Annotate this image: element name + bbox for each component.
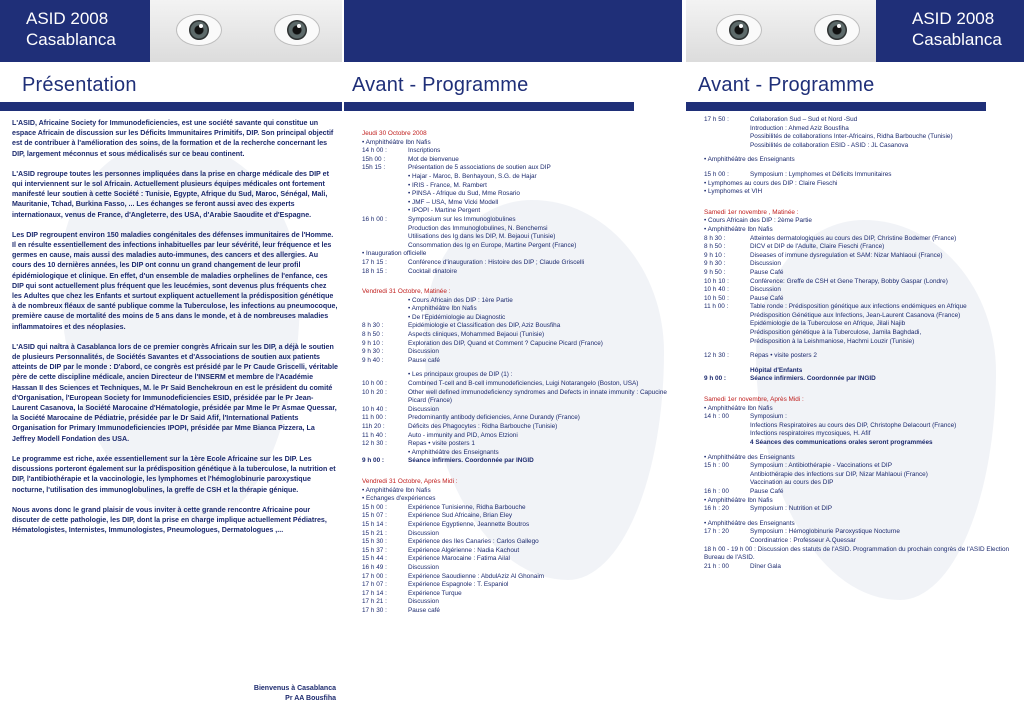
schedule-row [362, 156, 680, 165]
day-heading: Vendredi 31 Octobre, Après Midi : [362, 477, 458, 485]
schedule-row [704, 312, 1022, 321]
presentation-column [0, 0, 342, 711]
schedule-item: Pause café [408, 606, 440, 614]
schedule-time [704, 125, 750, 134]
schedule-time [704, 329, 750, 338]
schedule-time: 15 h 37 : [362, 546, 387, 554]
session-heading: • Amphithéâtre des Enseignants [704, 519, 795, 527]
schedule-item: Table ronde : Prédisposition génétique aux infections endémiques en Afrique [750, 303, 967, 311]
top-banner [344, 0, 682, 62]
programme-list [704, 116, 1022, 571]
schedule-item: Cocktail dinatoire [408, 267, 458, 275]
schedule-time [362, 207, 408, 216]
schedule-item: Présentation de 5 associations de soutien aux DIP [408, 164, 551, 172]
schedule-row [704, 142, 1022, 151]
schedule-time: 8 h 30 : [704, 234, 726, 242]
schedule-time: 8 h 50 : [704, 243, 726, 251]
schedule-item: • Hajar - Maroc, B. Benhayoun, S.G. de Hajar [408, 172, 537, 180]
schedule-time [362, 305, 408, 314]
schedule-item: Discussion [408, 529, 439, 537]
schedule-item: Other well defined immunodeficiency syndromes and Defects in innate immunity : Capucine Picard (France) [408, 388, 667, 405]
schedule-time: 14 h : 00 [704, 413, 729, 421]
schedule-row [362, 225, 680, 234]
schedule-time [704, 367, 750, 376]
day-heading: Vendredi 31 Octobre, Matinée : [362, 288, 451, 296]
schedule-time: 10 h 20 : [362, 388, 387, 396]
schedule-row [362, 371, 680, 380]
schedule-row [704, 269, 1022, 278]
paragraph: Le programme est riche, axée essentiellement sur la 1ère Ecole Africaine sur les DIP. Les discussions porteront également sur la prédisposition génétique à la tuberculose, la nutrition et DIP, l'antibiothérapie et la vaccinologie, les lymphomes et l'hémoglobinurie paroxystique nocturne, l'utilisation des immunoglobulines, la greffe de CSH et la thérapie génique. [12, 454, 336, 494]
schedule-row [704, 252, 1022, 261]
session-heading: • Echanges d'expériences [362, 495, 436, 503]
schedule-time [362, 314, 408, 323]
brand-logo [26, 8, 116, 50]
schedule-time: 15 h 44 : [362, 555, 387, 563]
session-heading: • Inauguration officielle [362, 250, 427, 258]
schedule-time: 11 h 40 : [362, 431, 387, 439]
schedule-item: Dîner Gala [750, 562, 781, 570]
schedule-item: Production des Immunoglobulines, N. Benchemsi [408, 224, 548, 232]
schedule-row [362, 555, 680, 564]
session-heading: • Cours Africain des DIP : 2ème Partie [704, 217, 812, 225]
schedule-time: 15 h 00 : [362, 503, 387, 511]
schedule-time: 15h 15 : [362, 164, 386, 172]
schedule-time: 15 h 07 : [362, 512, 387, 520]
schedule-item: Mot de bienvenue [408, 155, 459, 163]
schedule-time [362, 449, 408, 458]
schedule-item: Symposium : Antibiothérapie - Vaccinations et DIP [750, 462, 892, 470]
schedule-row [362, 216, 680, 225]
schedule-item: Expérience Turque [408, 589, 462, 597]
spacer [704, 384, 1022, 390]
schedule-time: 17 h 21 : [362, 598, 387, 606]
schedule-row [362, 173, 680, 182]
schedule-time [704, 537, 750, 546]
day-heading: Jeudi 30 Octobre 2008 [362, 130, 427, 137]
schedule-time [362, 297, 408, 306]
eyes-photo [686, 0, 876, 62]
banner-fill [344, 0, 682, 62]
schedule-row [362, 380, 680, 389]
brand-line2: Casablanca [912, 30, 1002, 49]
schedule-row [362, 297, 680, 306]
schedule-item: Symposium : Hémoglobinurie Paroxystique Nocturne [750, 528, 900, 536]
paragraph: Les DIP regroupent environ 150 maladies congénitales des défenses immunitaires de l'Homme. Il en résulte essentiellement des infections inhabituelles par leur sévérité, leur fréquence et les germes en cause, mais aussi des maladies auto-immunes, des cancers et des allergies. Au cours des 10 dernières années, les DIP ont connu un grand changement de leur profil épidémiologique et clinique. En effet, d'un ensemble de maladies orphelines de l'enfance, ces DIP qui sont actuellement plus fréquent que les leucémies, sont devenus plus fréquents chez les Adultes que chez les Enfants et surtout expliquent actuellement la prédisposition génétique à de nombreux fléaux de santé publique comme la Tuberculose, les infections au pneumocoque, première cause de mortalité des moins de 5 ans dans le monde, et à de nombreuses maladies inflammatoires et des néoplasies. [12, 230, 338, 331]
session-heading: • Amphithéâtre Ibn Nafis [704, 225, 773, 233]
schedule-time [704, 312, 750, 321]
schedule-item: Epidémiologie et Classification des DIP, Aziz Bousfiha [408, 322, 561, 330]
schedule-row [362, 340, 680, 349]
schedule-time [362, 242, 408, 251]
spacer [362, 276, 680, 282]
schedule-item: Prédisposition à la Leishmaniose, Hachmi Louzir (Tunisie) [750, 337, 915, 345]
schedule-time: 15 h 30 : [362, 538, 387, 546]
schedule-time [362, 173, 408, 182]
schedule-item: Consommation des Ig en Europe, Martine Pergent (France) [408, 241, 577, 249]
paragraph: Nous avons donc le grand plaisir de vous inviter à cette grande rencontre Africaine pour discuter de cette pathologie, les DIP, dont la prise en charge implique actuellement Pédiatres, Hématologistes, Internistes, Immunologistes, Pneumologues, Dermatologues ,... [12, 505, 327, 535]
schedule-item: Séance infirmiers. Coordonnée par INGID [408, 457, 534, 465]
schedule-time: 17 h 30 : [362, 606, 387, 614]
schedule-row [362, 607, 680, 616]
schedule-item: Utilisations des Ig dans les DIP, M. Bejaoui (Tunisie) [408, 233, 556, 241]
session-heading: • Amphithéâtre Ibn Nafis [704, 496, 773, 504]
schedule-row [362, 164, 680, 173]
schedule-row [362, 199, 680, 208]
schedule-time [704, 142, 750, 151]
schedule-item: • IRIS - France, M. Rambert [408, 181, 487, 189]
schedule-time [362, 199, 408, 208]
spacer [362, 466, 680, 472]
page-title: Avant - Programme [698, 74, 875, 96]
schedule-row [704, 278, 1022, 287]
schedule-item: Déficits des Phagocytes : Ridha Barbouche (Tunisie) [408, 423, 558, 430]
left-eye-icon [716, 14, 762, 46]
schedule-row [704, 563, 1022, 572]
page-title: Avant - Programme [352, 74, 529, 96]
schedule-item: Expérience Espagnole : T. Espaniol [408, 581, 509, 589]
schedule-item: Discussion [408, 405, 439, 413]
schedule-row [362, 268, 680, 277]
schedule-item: Combined T-cell and B-cell immunodeficiencies, Luigi Notarangelo (Boston, USA) [408, 380, 639, 388]
schedule-item: • De l'Epidémiologie au Diagnostic [408, 313, 506, 321]
schedule-row [362, 357, 680, 366]
schedule-item: Repas • visite posters 2 [750, 352, 817, 360]
eyes-photo [150, 0, 342, 62]
schedule-row [704, 295, 1022, 304]
right-eye-icon [274, 14, 320, 46]
schedule-item: Discussion [408, 563, 439, 571]
schedule-time: 16 h 00 : [362, 215, 387, 223]
schedule-item: • Amphithéâtre des Enseignants [408, 448, 499, 456]
schedule-row [704, 479, 1022, 488]
schedule-row [704, 413, 1022, 422]
programme-column-2 [686, 0, 1024, 711]
schedule-row [704, 338, 1022, 347]
schedule-row [362, 440, 680, 449]
schedule-row [362, 538, 680, 547]
paragraph: L'ASID, Africaine Society for Immunodeficiencies, est une société savante qui constitue un espace Africain de discussion sur les Déficits Immunitaires Primitifs, DIP. Son principal objectif est de contribuer à l'amélioration des soins, de la formation et de la recherche concernant les DIP, largement méconnus et sous médicalisés sur ce beau continent. [12, 119, 334, 158]
schedule-time: 16 h : 20 [704, 505, 729, 513]
schedule-row [704, 505, 1022, 514]
schedule-time [362, 371, 408, 380]
schedule-item: Introduction : Ahmed Aziz Bousfiha [750, 124, 849, 132]
schedule-time: 16 h : 00 [704, 487, 729, 495]
schedule-item: Pause café [408, 356, 440, 364]
schedule-item: Coordinatrice : Professeur A.Quessar [750, 536, 856, 544]
schedule-time: 9 h 50 : [704, 268, 726, 276]
schedule-item: Infections Respiratoires au cours des DIP, Christophe Delacourt (France) [750, 421, 957, 429]
page-title: Présentation [22, 74, 137, 96]
signature-greeting: Bienvenus à Casablanca [253, 685, 336, 692]
session-heading: • Lymphomes au cours des DIP : Claire Fieschi [704, 179, 838, 187]
schedule-row [362, 207, 680, 216]
schedule-item: Séance infirmiers. Coordonnée par INGID [750, 375, 876, 383]
schedule-time: 9 h 30 : [704, 260, 726, 268]
schedule-time: 10 h 00 : [362, 380, 387, 388]
schedule-row [362, 598, 680, 607]
schedule-item: Symposium : Lymphomes et Déficits Immunitaires [750, 170, 892, 178]
schedule-time: 12 h 30 : [704, 352, 729, 360]
schedule-row [362, 449, 680, 458]
schedule-item: Prédisposition génétique à la Tuberculose, Jamila Baghdadi, [750, 329, 922, 337]
schedule-item: Hôpital d'Enfants [750, 366, 803, 374]
signature-name: Pr AA Bousfiha [285, 695, 336, 702]
schedule-row [362, 182, 680, 191]
paragraph: L'ASID qui naîtra à Casablanca lors de ce premier congrès Africain sur les DIP, a déjà le soutien de plusieurs Personnalités, de Sociétés Savantes et d'Associations de soutien aux patients atteints de DIP par le monde : D'abord, ce congrès est présidé par le Pr Caude Griscelli, véritable père de cette discipline médicale, ancien Directeur de l'INSERM et membre de l'Académie Hassan II des Sciences et Techniques, M. le Pr Said Benchekroun en est le président du comité d'Organisation, l'European Society for Immunodeficiencies ESID, présidée par le Pr Jean-Laurent Casanova, la Société Marocaine d'Hématologie, présidée par Mme le Pr Asmae Quessar, la Société Marocaine de Pédiatrie, présidée par le Dr Said Afif, l'International Patients Organisation for Primary Immunodeficiencies IPOPI, présidée par Mme Bianca Pizzera, La Jeffrey Modell Fondation des USA. [12, 342, 339, 443]
schedule-time [704, 133, 750, 142]
schedule-time [362, 182, 408, 191]
schedule-row [704, 235, 1022, 244]
schedule-item: • Les principaux groupes de DIP (1) : [408, 371, 513, 379]
schedule-row [362, 590, 680, 599]
programme-column-1 [344, 0, 682, 711]
brand-logo [912, 8, 1002, 50]
schedule-time: 14 h 00 : [362, 147, 387, 155]
schedule-time: 11 h 00 : [704, 303, 729, 311]
schedule-row [362, 564, 680, 573]
schedule-time: 9 h 00 : [704, 375, 727, 383]
schedule-row [704, 471, 1022, 480]
schedule-row [362, 305, 680, 314]
schedule-item: • Amphithéâtre Ibn Nafis [408, 305, 477, 313]
schedule-item: Auto - immunity and PID, Amos Etzioni [408, 431, 518, 439]
schedule-row [362, 348, 680, 357]
schedule-item: Predominantly antibody deficiencies, Anne Durandy (France) [408, 414, 580, 422]
schedule-row [362, 322, 680, 331]
schedule-row [362, 190, 680, 199]
schedule-item: Discussion [408, 348, 439, 356]
session-heading: • Amphithéâtre des Enseignants [704, 453, 795, 461]
schedule-row [362, 547, 680, 556]
session-heading: • Amphithéâtre Ibn Nafis [362, 138, 431, 146]
schedule-row [362, 331, 680, 340]
schedule-item: Conférence d'inauguration : Histoire des DIP ; Claude Griscelli [408, 258, 585, 266]
schedule-row [704, 320, 1022, 329]
schedule-row [704, 171, 1022, 180]
schedule-row [704, 133, 1022, 142]
schedule-item: Possibilités de collaborations Inter-Africains, Ridha Barbouche (Tunisie) [750, 133, 953, 141]
schedule-row [704, 422, 1022, 431]
schedule-time [704, 430, 750, 439]
schedule-row [362, 573, 680, 582]
schedule-item: • PINSA - Afrique du Sud, Mme Rosario [408, 190, 520, 198]
schedule-item: Atteintes dermatologiques au cours des DIP, Christine Bodemer (France) [750, 234, 957, 242]
schedule-row [362, 521, 680, 530]
paragraph: L'ASID regroupe toutes les personnes impliquées dans la prise en charge médicale des DIP et qui interviennent sur le sol Africain. Actuellement plusieurs équipes médicales ont fortement manifesté leur soutien à cette Société : Tunisie, Egypte, Afrique du Sud, Maroc, Sénégal, Mali, Mauritanie, Tchad, Burkina Fasso, ... Les échanges se feront aussi avec des experts internationaux, venus de France, d'Angleterre, des USA, d'Arabie Saoudite et d'Espagne. [12, 169, 329, 219]
schedule-row [362, 314, 680, 323]
schedule-row [362, 504, 680, 513]
schedule-item: Discussion [750, 286, 781, 294]
schedule-time: 11 h 00 : [362, 414, 387, 422]
schedule-time: 12 h 30 : [362, 440, 387, 448]
schedule-time: 17 h 15 : [362, 258, 387, 266]
schedule-row [362, 259, 680, 268]
schedule-time: 17 h 07 : [362, 581, 387, 589]
schedule-item: Infections respiratoires mycosiques, H. Afif [750, 430, 871, 438]
schedule-item: Expérience Saoudienne : AbdulAziz Al Ghonaim [408, 572, 545, 580]
schedule-time: 17 h : 20 [704, 528, 729, 536]
schedule-item: Repas • visite posters 1 [408, 440, 475, 448]
schedule-time [362, 233, 408, 242]
schedule-row [362, 242, 680, 251]
schedule-row [362, 432, 680, 441]
schedule-row [704, 528, 1022, 537]
schedule-row [362, 530, 680, 539]
schedule-time: 9 h 40 : [362, 356, 384, 364]
schedule-time [704, 338, 750, 347]
schedule-item: Expérience Tunisienne, Ridha Barbouche [408, 503, 526, 511]
schedule-item: Pause Café [750, 268, 784, 276]
schedule-time: 9 h 10 : [362, 339, 384, 347]
day-heading: Samedi 1er novembre, Après Midi : [704, 396, 804, 404]
schedule-time: 15 h 21 : [362, 529, 387, 537]
title-rule [686, 102, 986, 111]
schedule-time: 15h 00 : [362, 155, 386, 163]
schedule-row [362, 581, 680, 590]
schedule-item: Discussion [750, 260, 781, 268]
schedule-time [704, 479, 750, 488]
schedule-row [362, 406, 680, 415]
schedule-time: 8 h 50 : [362, 331, 384, 339]
schedule-item: Prédisposition Génétique aux Infections, Jean-Laurent Casanova (France) [750, 311, 961, 319]
brand-line1: ASID 2008 [912, 9, 995, 28]
schedule-time: 17 h 50 : [704, 116, 729, 123]
schedule-item: Collaboration Sud – Sud et Nord -Sud [750, 116, 858, 123]
brand-line2: Casablanca [26, 30, 116, 49]
presentation-text [12, 118, 338, 545]
schedule-time: 10 h 40 : [704, 286, 729, 294]
title-rule [0, 102, 342, 111]
schedule-item: Diseases of immune dysregulation et SAM: Nizar Mahlaoui (France) [750, 251, 943, 259]
schedule-item: Expérience Egyptienne, Jeannette Boutros [408, 520, 530, 528]
schedule-row [704, 537, 1022, 546]
schedule-time: 15 h 00 : [704, 170, 729, 178]
schedule-row [362, 389, 680, 406]
top-banner [686, 0, 1024, 62]
session-heading: • Amphithéâtre Ibn Nafis [704, 404, 773, 412]
schedule-time: 10 h 50 : [704, 294, 729, 302]
schedule-row [362, 147, 680, 156]
schedule-row [704, 125, 1022, 134]
schedule-row [704, 286, 1022, 295]
schedule-item: Inscriptions [408, 147, 441, 155]
schedule-row [704, 260, 1022, 269]
schedule-item: Symposium : [750, 413, 787, 421]
schedule-row [704, 329, 1022, 338]
title-rule [344, 102, 634, 111]
schedule-time: 17 h 14 : [362, 589, 387, 597]
top-banner [0, 0, 342, 62]
schedule-time [362, 190, 408, 199]
schedule-time: 16 h 49 : [362, 563, 387, 571]
schedule-row [704, 243, 1022, 252]
session-heading: • Amphithéâtre des Enseignants [704, 156, 795, 164]
schedule-row [362, 414, 680, 423]
day-heading: Samedi 1er novembre , Matinée : [704, 208, 799, 216]
schedule-time: 10 h 10 : [704, 277, 729, 285]
schedule-row [704, 462, 1022, 471]
schedule-item: DICV et DIP de l'Adulte, Claire Fieschi (France) [750, 243, 885, 251]
schedule-row [704, 488, 1022, 497]
schedule-time: 21 h : 00 [704, 562, 729, 570]
schedule-item: Epidémiologie de la Tuberculose en Afrique, Jilali Najib [750, 320, 906, 328]
schedule-time: 9 h 10 : [704, 251, 726, 259]
schedule-row [704, 352, 1022, 361]
schedule-time: 15 h : 00 [704, 462, 729, 470]
schedule-row [704, 439, 1022, 448]
schedule-item: Symposium : Nutrition et DIP [750, 505, 833, 513]
schedule-item: • Cours Africain des DIP : 1ère Partie [408, 296, 513, 304]
schedule-time: 18 h 15 : [362, 267, 387, 275]
brand-line1: ASID 2008 [26, 9, 109, 28]
schedule-item: Exploration des DIP, Quand et Comment ? Capucine Picard (France) [408, 339, 603, 347]
schedule-item: Possibilités de collaboration ESID - ASID : JL Casanova [750, 141, 909, 149]
schedule-time: 15 h 14 : [362, 520, 387, 528]
schedule-item: • IPOPI - Martine Pergent [408, 207, 481, 215]
schedule-item: Expérience des Iles Canaries : Carlos Gallego [408, 538, 539, 546]
right-eye-icon [814, 14, 860, 46]
schedule-row [704, 430, 1022, 439]
session-heading: • Amphithéâtre Ibn Nafis [362, 486, 431, 494]
schedule-item: Pause Café [750, 294, 784, 302]
schedule-time: 17 h 00 : [362, 572, 387, 580]
schedule-time: 11h 20 : [362, 423, 385, 430]
schedule-row [362, 423, 680, 432]
schedule-row [704, 116, 1022, 125]
schedule-time: 10 h 40 : [362, 405, 387, 413]
schedule-item: Pause Café [750, 487, 784, 495]
schedule-item: Expérience Marocaine : Fatima Ailal [408, 555, 510, 563]
schedule-row [704, 375, 1022, 384]
left-eye-icon [176, 14, 222, 46]
schedule-note: 18 h 00 - 19 h 00 : Discussion des statuts de l'ASID. Programmation du prochain congrès de l'ASID Election Bureau de l'ASID. [704, 545, 1010, 562]
schedule-item: Expérience Sud Africaine, Brian Eley [408, 512, 513, 520]
schedule-item: Discussion [408, 598, 439, 606]
schedule-row [704, 367, 1022, 376]
schedule-time [704, 471, 750, 480]
schedule-time [362, 225, 408, 234]
spacer [704, 197, 1022, 203]
schedule-time [704, 439, 750, 448]
schedule-item: Symposium sur les Immunoglobulines [408, 215, 516, 223]
programme-list [362, 124, 680, 615]
signature [254, 684, 336, 704]
schedule-time [704, 422, 750, 431]
schedule-item: • JMF – USA, Mme Vicki Modell [408, 198, 499, 206]
schedule-item: Aspects cliniques, Mohammed Bejaoui (Tunisie) [408, 331, 545, 339]
schedule-item: Expérience Algérienne : Nadia Kachout [408, 546, 520, 554]
schedule-time: 9 h 30 : [362, 348, 384, 356]
session-heading: • Lymphomes et VIH [704, 188, 763, 196]
schedule-row [362, 512, 680, 521]
schedule-item: Vaccination au cours des DIP [750, 479, 834, 487]
schedule-item: Conférence: Greffe de CSH et Gene Therapy, Bobby Gaspar (Londre) [750, 277, 948, 285]
schedule-row [704, 303, 1022, 312]
schedule-time [704, 320, 750, 329]
schedule-item: Antibiothérapie des infections sur DIP, Nizar Mahlaoui (France) [750, 470, 928, 478]
schedule-row [362, 233, 680, 242]
schedule-time: 9 h 00 : [362, 457, 385, 465]
schedule-row [362, 457, 680, 466]
schedule-item: 4 Séances des communications orales seront programmées [750, 439, 933, 446]
schedule-time: 8 h 30 : [362, 322, 384, 330]
